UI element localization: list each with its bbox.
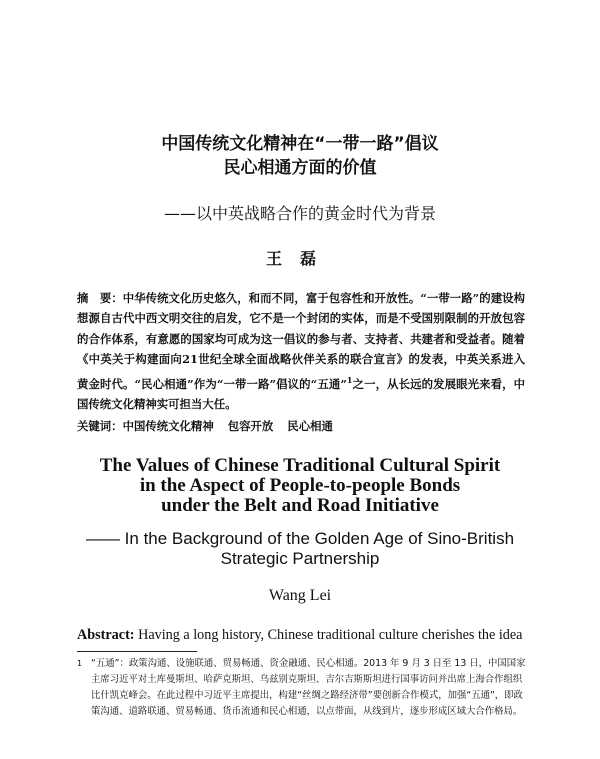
english-subtitle-line-2: Strategic Partnership (220, 549, 380, 568)
keyword-item: 中国传统文化精神 (122, 419, 214, 433)
english-abstract-label: Abstract: (77, 627, 135, 643)
english-abstract-text: Having a long history, Chinese traditional culture cherishes the idea (134, 627, 523, 643)
footnote-reference: 1 (346, 374, 353, 385)
english-subtitle-line-1: —— In the Background of the Golden Age of Sino-British (85, 529, 515, 548)
footnote-mark: 1 (77, 659, 83, 668)
footnote (77, 656, 527, 720)
chinese-abstract-text: 中华传统文化历史悠久，和而不同，富于包容性和开放性。“一带一路”的建设构想源自古代中西文明交往的启发，它不是一个封闭的实体，而是不受国别限制的开放包容的合作体系，有意愿的国家均可成为这一倡议的参与者、支持者、共建者和受益者。随着《中英关于构建面向21世纪全球全面战略伙伴关系的联合宣言》的发表，中英关系进入黄金时代。“民心相通”作为“一带一路”倡议的“五通” (77, 291, 525, 391)
english-title-line-2: in the Aspect of People-to-people Bonds (139, 475, 461, 496)
keyword-item: 民心相通 (287, 419, 333, 433)
chinese-title-line-1: 中国传统文化精神在“一带一路”倡议 (161, 134, 439, 154)
chinese-keywords-label: 关键词： (77, 419, 123, 433)
chinese-keywords (77, 417, 525, 435)
chinese-author: 王磊 (265, 249, 334, 268)
footnote-separator (77, 651, 197, 652)
chinese-title-line-2: 民心相通方面的价值 (223, 158, 377, 178)
chinese-subtitle: ——以中英战略合作的黄金时代为背景 (163, 204, 436, 223)
english-author: Wang Lei (268, 587, 332, 604)
chinese-abstract-label: 摘 要： (77, 291, 123, 305)
chinese-abstract-text-end: 之一，从长远的发展眼光来看，中国传统文化精神实可担当大任。 (77, 376, 525, 411)
footnote-text: “五通”：政策沟通、设施联通、贸易畅通、资金融通、民心相通。2013 年 9 月 3 日至 13 日，中国国家主席习近平对土库曼斯坦、哈萨克斯坦、乌兹别克斯坦、吉尔吉斯斯坦进行国事访问并出席上海合作组织比什凯克峰会。在此过程中习近平主席提出，构建“丝绸之路经济带”要创新合作模式，加强“五通”，即政策沟通、道路联通、贸易畅通、货币流通和民心相通，以点带面，从线到片，逐步形成区域大合作格局。 (91, 658, 526, 717)
keyword-item: 包容开放 (227, 419, 274, 433)
chinese-abstract (77, 288, 525, 414)
english-title-line-1: The Values of Chinese Traditional Cultural Spirit (99, 455, 501, 476)
english-title-line-3: under the Belt and Road Initiative (161, 495, 439, 516)
english-abstract (77, 627, 525, 644)
